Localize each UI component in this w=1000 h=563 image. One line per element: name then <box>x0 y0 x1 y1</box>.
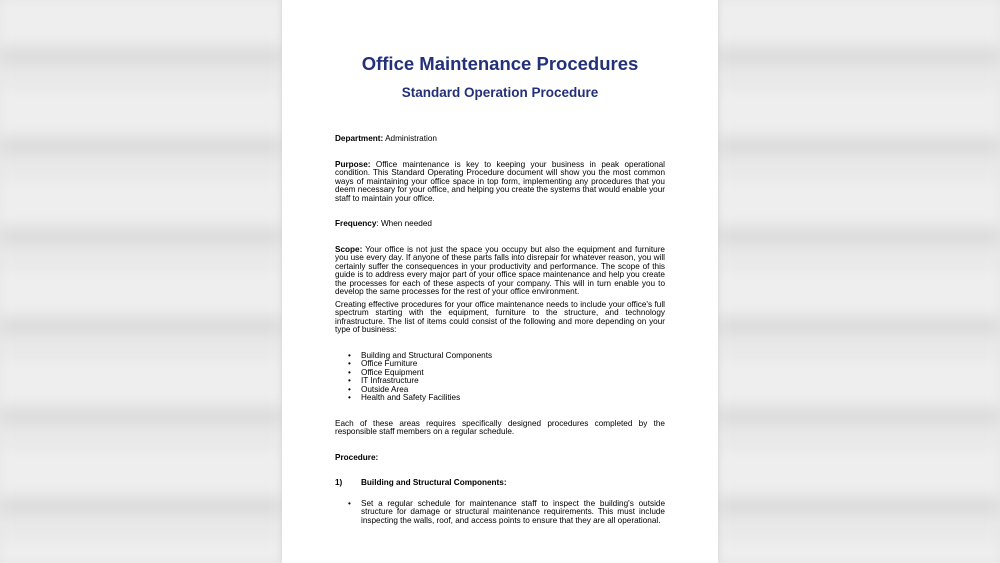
scope-label: Scope: <box>335 244 363 254</box>
purpose-text: Office maintenance is key to keeping your business in peak operational condition. This Standard Operating Procedure document will show you the most common ways of maintaining your office space in top form, implementing any procedures that you deem necessary for your office, and helping you create the systems that would enable your staff to maintain your office. <box>335 159 665 203</box>
step-1-title: Building and Structural Components: <box>361 478 507 487</box>
department-line <box>335 135 665 144</box>
list-item: • Office Furniture <box>361 360 665 369</box>
step-1-bullets <box>335 500 665 526</box>
list-item: • Building and Structural Components <box>361 352 665 361</box>
procedure-label: Procedure: <box>335 452 379 462</box>
scope-paragraph <box>335 246 665 297</box>
list-item: • IT Infrastructure <box>361 377 665 386</box>
maintenance-areas-list <box>335 352 665 403</box>
blurred-background-right <box>718 0 1000 563</box>
list-item: • Health and Safety Facilities <box>361 394 665 403</box>
purpose-paragraph <box>335 161 665 204</box>
document-title: Office Maintenance Procedures <box>361 53 639 74</box>
scope-text: Your office is not just the space you occupy but also the equipment and furniture you use every day. If anyone of these parts falls into disrepair for whatever reason, you will certainly suffer the consequences in your productivity and performance. The scope of this guide is to address every major part of your office space maintenance and help you create the processes for each of these aspects of your company. This will in turn enable you to develop the same processes for the rest of your office environment. <box>335 244 665 296</box>
step-1-number: 1) <box>335 478 343 487</box>
document-subtitle: Standard Operation Procedure <box>401 85 599 100</box>
document-page <box>282 0 718 563</box>
frequency-label: Frequency <box>335 219 377 228</box>
blurred-background-left <box>0 0 282 563</box>
frequency-value: : When needed <box>376 219 432 228</box>
areas-paragraph: Each of these areas requires specifically designed procedures completed by the responsible staff members on a regular schedule. <box>335 418 665 436</box>
frequency-line <box>335 220 665 229</box>
list-item: • Office Equipment <box>361 369 665 378</box>
list-item: • Set a regular schedule for maintenance staff to inspect the building's outside structure for damage or structural maintenance requirements. This must include inspecting the walls, roof, and access points to ensure that they are all operational. <box>361 500 665 526</box>
purpose-label: Purpose: <box>335 159 371 169</box>
procedure-heading <box>335 454 665 463</box>
document-body <box>335 135 665 525</box>
list-item: • Outside Area <box>361 386 665 395</box>
step-1-heading <box>335 479 665 488</box>
scope-paragraph-2: Creating effective procedures for your office maintenance needs to include your office's full spectrum starting with the equipment, furniture to the structure, and technology infrastructure. The list of items could consist of the following and more depending on your type of business: <box>335 299 665 334</box>
department-label: Department: <box>335 134 384 143</box>
department-value: Administration <box>385 134 437 143</box>
